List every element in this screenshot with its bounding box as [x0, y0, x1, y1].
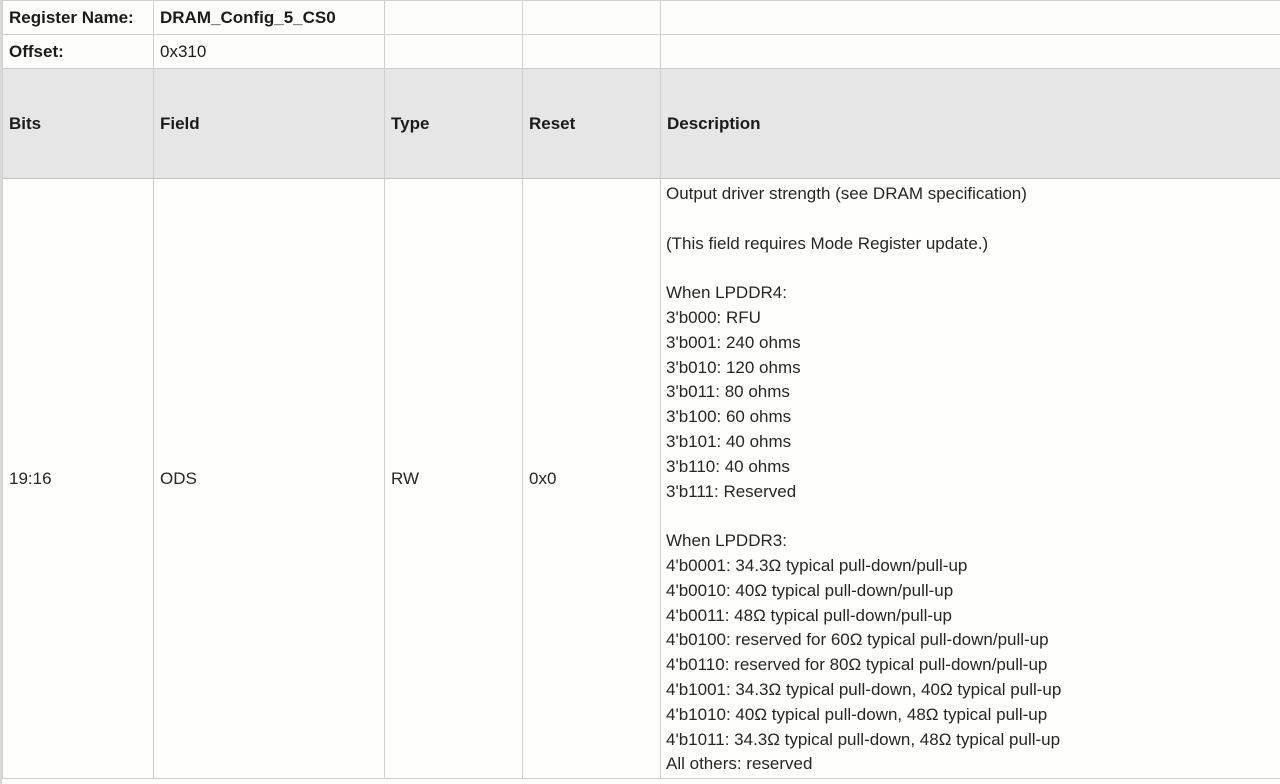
- register-name-label: Register Name:: [3, 1, 154, 35]
- empty-cell: [661, 35, 1280, 69]
- description-line: 3'b011: 80 ohms: [666, 382, 790, 402]
- column-header-description: Description: [661, 69, 1280, 179]
- description-line: 3'b010: 120 ohms: [666, 357, 801, 377]
- register-table: [2, 0, 1280, 779]
- column-header-reset: Reset: [523, 69, 661, 179]
- reset-cell: 0x0: [523, 179, 661, 779]
- description-line: 4'b0100: reserved for 60Ω typical pull-down/pull-up: [666, 630, 1049, 650]
- description-line: 3'b000: RFU: [666, 307, 761, 327]
- offset-row: [3, 35, 1280, 69]
- column-header-row: [3, 69, 1280, 179]
- description-line: When LPDDR3:: [666, 531, 787, 551]
- description-line: All others: reserved: [666, 754, 813, 774]
- description-line: 4'b0110: reserved for 80Ω typical pull-down/pull-up: [666, 655, 1048, 675]
- description-line: 3'b001: 240 ohms: [666, 332, 801, 352]
- table-row: [3, 179, 1280, 779]
- register-name-row: [3, 1, 1280, 35]
- description-line: When LPDDR4:: [666, 283, 787, 303]
- column-header-bits: Bits: [3, 69, 154, 179]
- description-blank-line: [666, 256, 1274, 281]
- empty-cell: [385, 35, 523, 69]
- empty-cell: [523, 1, 661, 35]
- empty-cell: [385, 1, 523, 35]
- empty-cell: [523, 35, 661, 69]
- column-header-field: Field: [154, 69, 385, 179]
- description-line: Output driver strength (see DRAM specification): [666, 184, 1027, 203]
- description-line: 4'b0011: 48Ω typical pull-down/pull-up: [666, 605, 952, 625]
- register-name-value: DRAM_Config_5_CS0: [154, 1, 385, 35]
- description-line: 3'b101: 40 ohms: [666, 431, 792, 451]
- offset-label: Offset:: [3, 35, 154, 69]
- description-cell: [661, 179, 1280, 779]
- column-header-type: Type: [385, 69, 523, 179]
- offset-value: 0x310: [154, 35, 385, 69]
- description-blank-line: [666, 504, 1274, 529]
- type-cell: RW: [385, 179, 523, 779]
- description-line: (This field requires Mode Register update.): [666, 233, 989, 253]
- description-line: 4'b1011: 34.3Ω typical pull-down, 48Ω typical pull-up: [666, 729, 1061, 749]
- bits-cell: 19:16: [3, 179, 154, 779]
- description-line: 3'b111: Reserved: [666, 481, 797, 501]
- description-line: 4'b1010: 40Ω typical pull-down, 48Ω typical pull-up: [666, 704, 1048, 724]
- description-line: 4'b0010: 40Ω typical pull-down/pull-up: [666, 580, 954, 600]
- description-line: 4'b0001: 34.3Ω typical pull-down/pull-up: [666, 555, 968, 575]
- field-cell: ODS: [154, 179, 385, 779]
- description-blank-line: [666, 207, 1274, 232]
- empty-cell: [661, 1, 1280, 35]
- description-line: 3'b100: 60 ohms: [666, 407, 792, 427]
- description-line: 3'b110: 40 ohms: [666, 456, 790, 476]
- description-line: 4'b1001: 34.3Ω typical pull-down, 40Ω typical pull-up: [666, 679, 1062, 699]
